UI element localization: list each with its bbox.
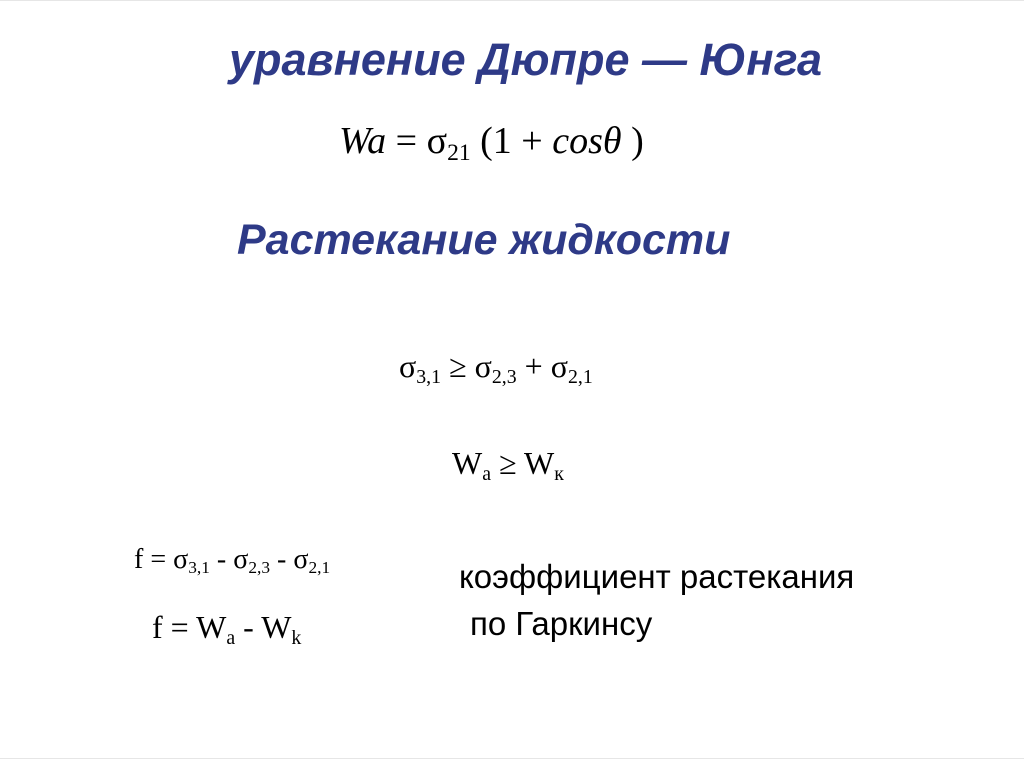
plus-sign: + (524, 348, 543, 384)
close-paren: ) (631, 120, 644, 162)
slide-title: уравнение Дюпре — Юнга (229, 34, 823, 85)
minus-sign: - (216, 544, 227, 575)
work-symbol: W (196, 609, 227, 645)
minus-sign: - (243, 609, 254, 645)
f-symbol: f (152, 609, 163, 645)
sigma-symbol: σ (426, 120, 448, 162)
sigma-subscript: 3,1 (416, 365, 442, 388)
sigma-symbol: σ (474, 348, 492, 384)
work-of-adhesion-symbol: Wa (339, 120, 387, 162)
theta-symbol: θ (602, 120, 622, 162)
work-symbol: W (524, 445, 555, 481)
work-subscript: a (482, 462, 492, 485)
sigma-subscript: 3,1 (188, 558, 210, 578)
sigma-subscript: 2,3 (248, 558, 271, 578)
work-symbol: W (452, 445, 483, 481)
sigma-symbol: σ (173, 544, 189, 575)
greater-equal-sign: ≥ (449, 348, 467, 384)
minus-sign: - (277, 544, 287, 575)
work-symbol: W (261, 609, 292, 645)
coefficient-note-line1: коэффициент растекания (459, 558, 855, 595)
spreading-coefficient-work-formula (152, 611, 301, 649)
sigma-symbol: σ (233, 544, 249, 575)
equals-sign: = (170, 609, 189, 645)
sigma-symbol: σ (399, 348, 417, 384)
equals-sign: = (395, 120, 418, 162)
coefficient-note-line2: по Гаркинсу (470, 605, 653, 642)
sigma-subscript: 2,1 (308, 558, 331, 578)
equals-sign: = (150, 544, 167, 575)
sigma-subscript: 2,1 (567, 365, 593, 388)
cos-function: cos (552, 120, 603, 162)
work-subscript: a (226, 626, 236, 649)
greater-equal-sign: ≥ (499, 445, 517, 481)
spreading-condition-formula (399, 350, 593, 388)
slide-top-border (0, 0, 1024, 1)
dupre-young-equation (339, 122, 644, 166)
f-symbol: f (134, 544, 144, 575)
sigma-subscript: 21 (447, 140, 471, 167)
work-subscript: k (291, 626, 302, 649)
sigma-symbol: σ (293, 544, 309, 575)
open-paren-term: (1 + (480, 120, 543, 162)
spreading-coefficient-sigma-formula (134, 546, 330, 577)
sigma-subscript: 2,3 (491, 365, 517, 388)
work-subscript: к (554, 462, 564, 485)
section-heading: Растекание жидкости (237, 216, 731, 264)
sigma-symbol: σ (550, 348, 568, 384)
slide-bottom-border (0, 758, 1024, 759)
work-condition-formula (452, 447, 564, 485)
